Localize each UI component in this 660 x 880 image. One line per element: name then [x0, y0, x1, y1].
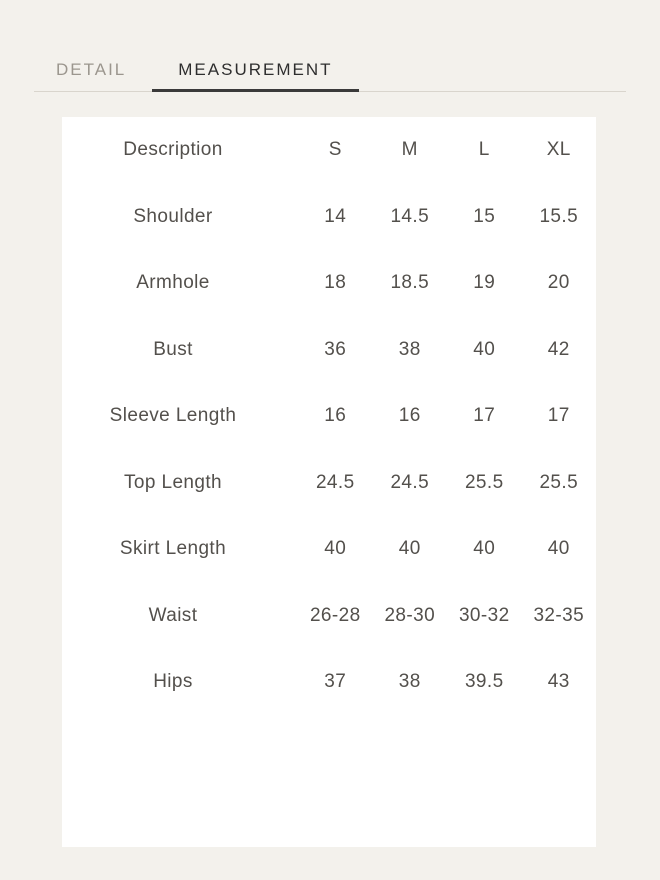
table-row: [62, 184, 596, 251]
cell-xl: 20: [547, 272, 570, 294]
cell-s: 36: [324, 338, 347, 360]
row-label: Skirt Length: [119, 538, 227, 560]
cell-xl: 17: [547, 405, 570, 427]
cell-xl: 43: [547, 671, 570, 693]
row-label: Hips: [153, 671, 193, 693]
cell-m: 38: [398, 671, 421, 693]
row-label: Sleeve Length: [109, 405, 237, 427]
cell-m: 16: [398, 405, 421, 427]
cell-m: 40: [398, 538, 421, 560]
column-header-l: L: [478, 139, 490, 161]
row-label: Waist: [148, 604, 198, 626]
cell-l: 30-32: [458, 604, 510, 626]
cell-m: 18.5: [390, 272, 430, 294]
cell-s: 37: [324, 671, 347, 693]
cell-xl: 32-35: [533, 604, 585, 626]
table-row: [62, 583, 596, 650]
column-header-description: Description: [123, 139, 223, 161]
cell-s: 18: [324, 272, 347, 294]
table-row: [62, 649, 596, 716]
cell-m: 24.5: [390, 471, 430, 493]
cell-l: 19: [473, 272, 496, 294]
table-row: [62, 250, 596, 317]
cell-l: 40: [473, 338, 496, 360]
cell-l: 39.5: [464, 671, 504, 693]
row-label: Shoulder: [133, 205, 213, 227]
cell-xl: 25.5: [539, 471, 579, 493]
cell-l: 15: [473, 205, 496, 227]
cell-l: 40: [473, 538, 496, 560]
cell-s: 40: [324, 538, 347, 560]
table-row: [62, 383, 596, 450]
measurement-table: [62, 117, 596, 716]
table-row: [62, 516, 596, 583]
cell-s: 24.5: [315, 471, 355, 493]
measurement-panel: [62, 117, 596, 847]
table-row: [62, 317, 596, 384]
cell-m: 28-30: [384, 604, 436, 626]
cell-s: 16: [324, 405, 347, 427]
table-body: [62, 184, 596, 716]
cell-m: 38: [398, 338, 421, 360]
row-label: Bust: [153, 338, 193, 360]
table-header: [62, 117, 596, 184]
cell-l: 17: [473, 405, 496, 427]
cell-s: 14: [324, 205, 347, 227]
cell-l: 25.5: [464, 471, 504, 493]
tab-detail[interactable]: DETAIL: [34, 61, 152, 92]
table-header-row: [62, 117, 596, 184]
row-label: Armhole: [136, 272, 210, 294]
cell-s: 26-28: [309, 604, 361, 626]
tab-bar: [0, 0, 660, 92]
cell-m: 14.5: [390, 205, 430, 227]
column-header-xl: XL: [546, 139, 571, 161]
column-header-s: S: [328, 139, 342, 161]
table-row: [62, 450, 596, 517]
tab-measurement[interactable]: MEASUREMENT: [152, 61, 358, 92]
cell-xl: 15.5: [539, 205, 579, 227]
cell-xl: 40: [547, 538, 570, 560]
cell-xl: 42: [547, 338, 570, 360]
column-header-m: M: [401, 139, 418, 161]
row-label: Top Length: [123, 471, 223, 493]
